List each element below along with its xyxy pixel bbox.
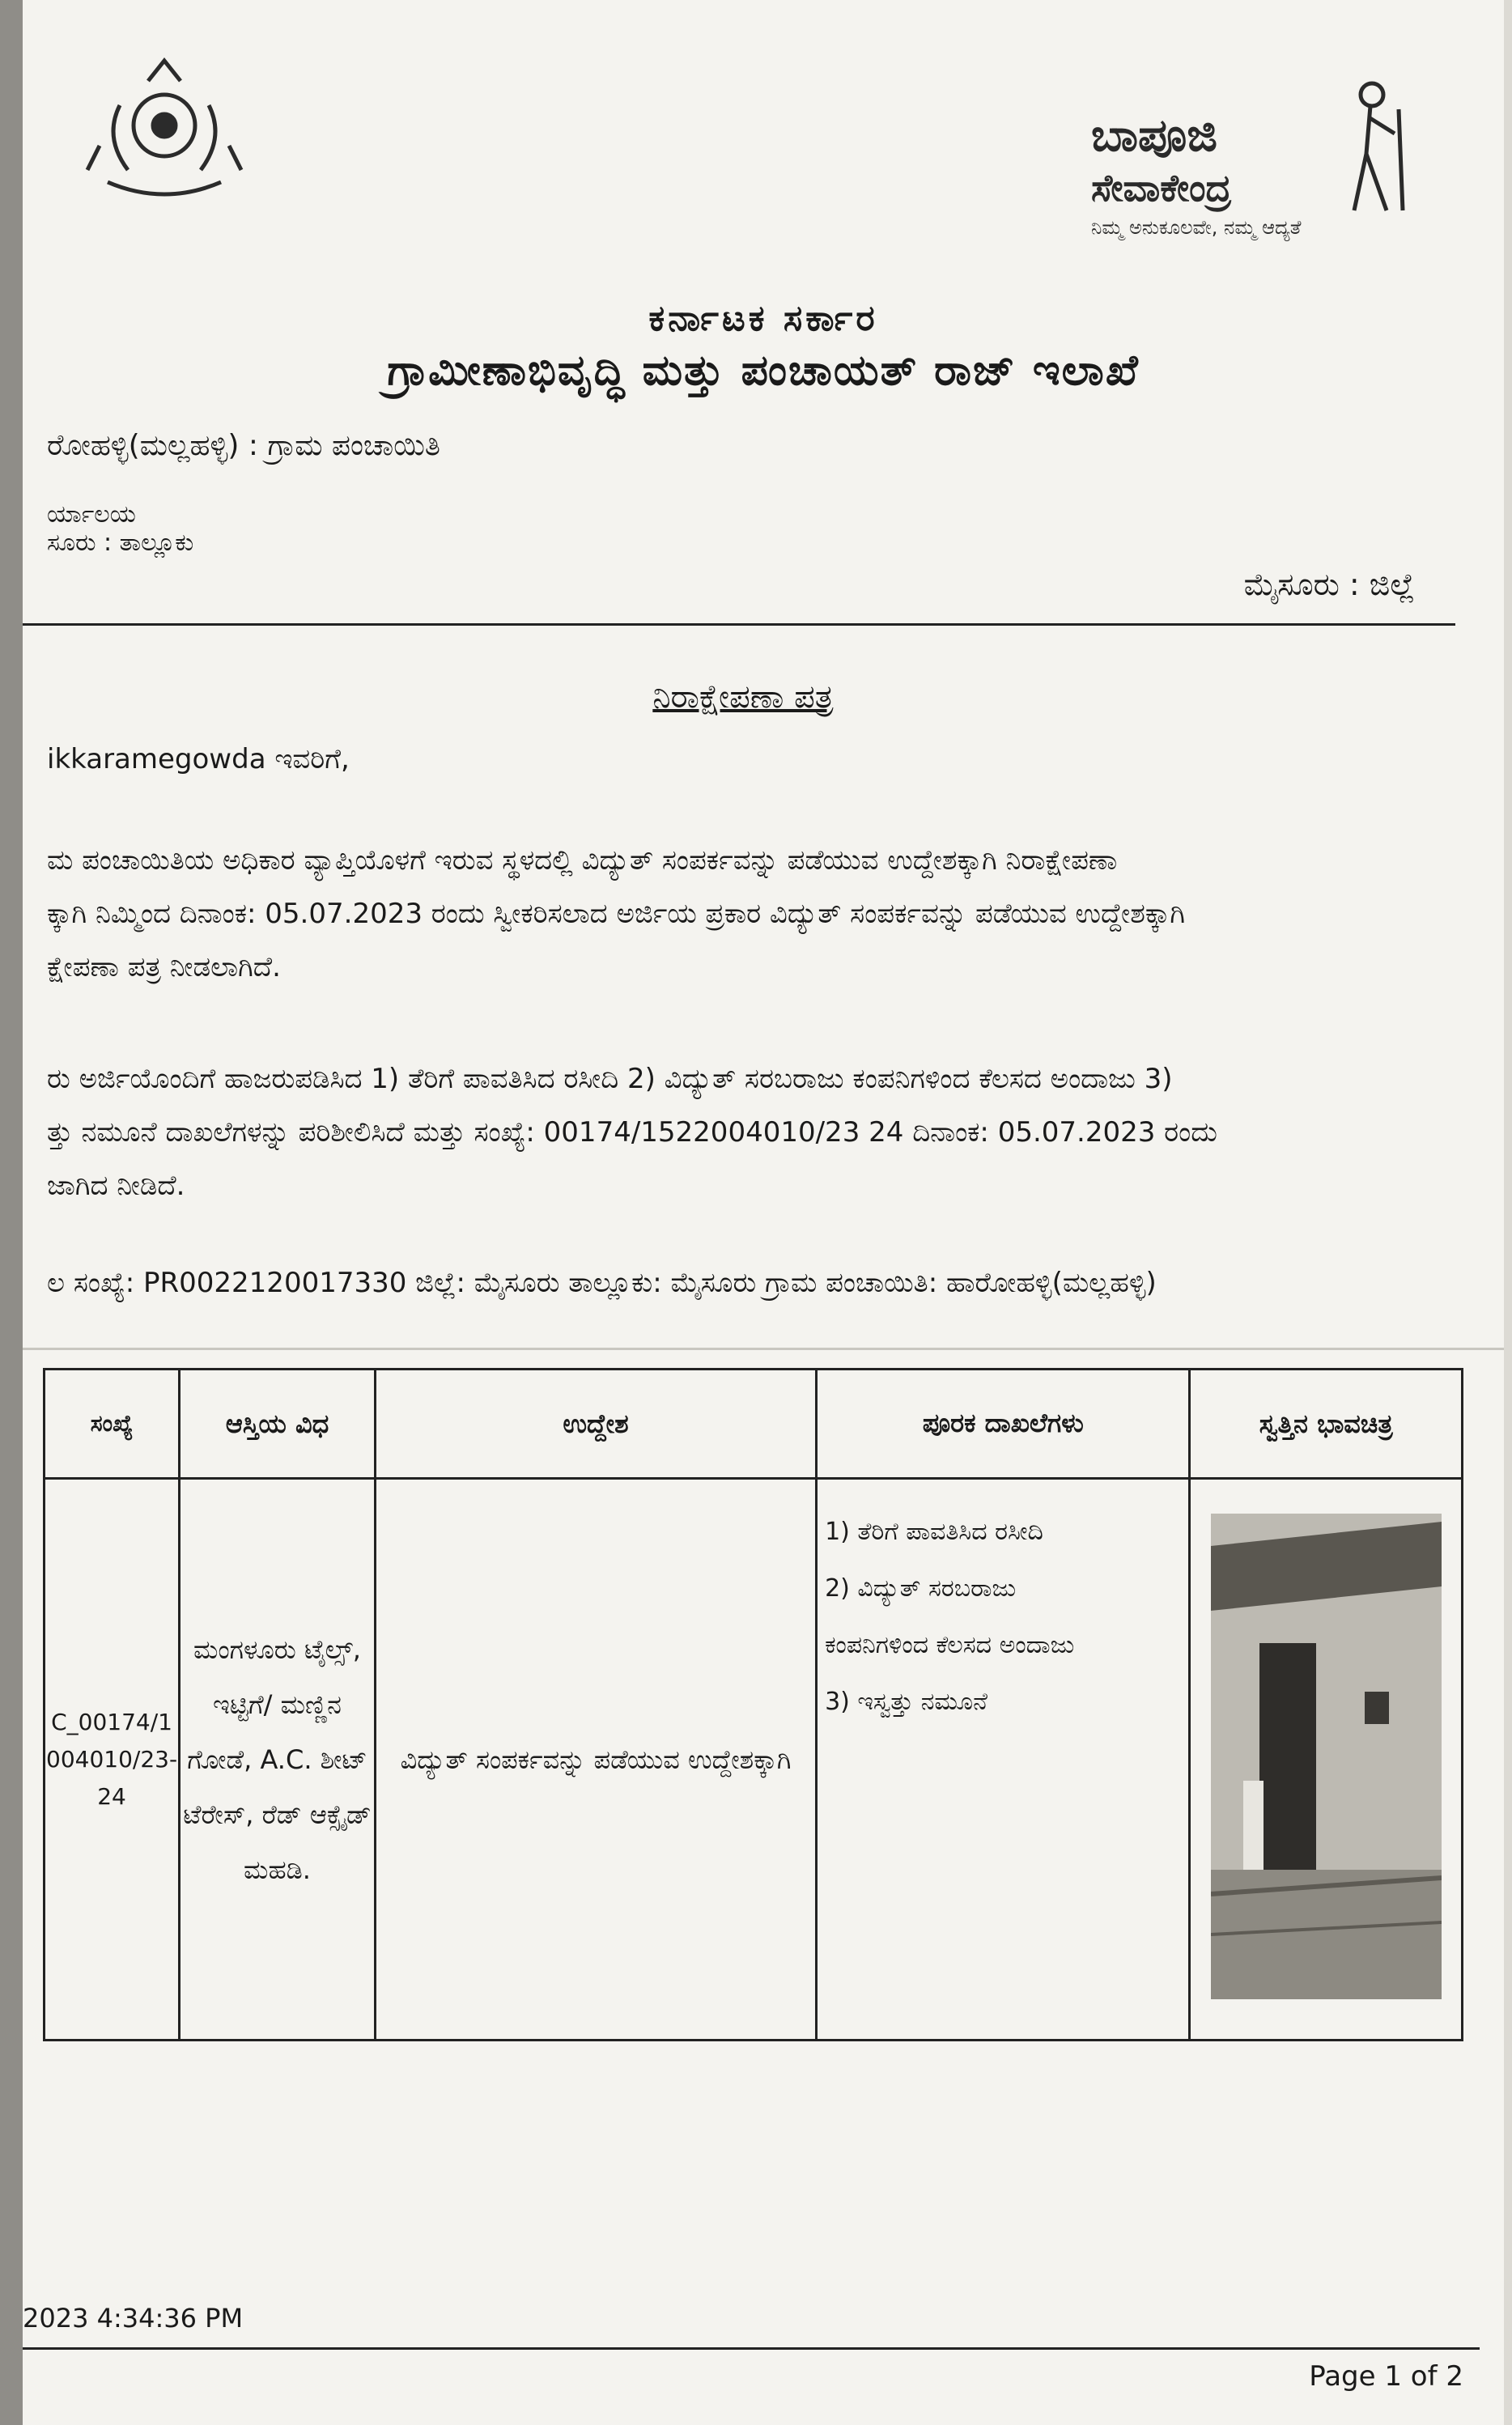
paragraph-2-line-3: ಜಾಗಿದ ನೀಡಿದೆ. xyxy=(47,1170,185,1202)
house-photo-icon xyxy=(1211,1514,1442,1999)
reference-line: ಲ ಸಂಖ್ಯೆ: PR0022120017330 ಜಿಲ್ಲೆ: ಮೈಸೂರು ತಾಲ್ಲೂಕು: ಮೈಸೂರು ಗ್ರಾಮ ಪಂಚಾಯಿತಿ: ಹಾರೋಹಳ್ಳಿ(ಮಲ್ಲಹಳ್ಳಿ) xyxy=(47,1267,1157,1299)
office-line xyxy=(47,500,193,557)
cell-photo xyxy=(1190,1479,1463,2041)
logo-tagline: ನಿಮ್ಮ ಅನುಕೂಲವೇ, ನಮ್ಮ ಆದ್ಯತೆ xyxy=(1091,216,1302,239)
table-header-row xyxy=(45,1370,1463,1479)
gram-panchayat-line: ರೋಹಳ್ಳಿ(ಮಲ್ಲಹಳ್ಳಿ) : ಗ್ರಾಮ ಪಂಚಾಯಿತಿ xyxy=(47,429,440,462)
district-line: ಮೈಸೂರು : ಜಿಲ್ಲೆ xyxy=(1243,567,1415,602)
paragraph-1 xyxy=(47,834,1439,994)
cell-number-line-2: 004010/23- xyxy=(46,1745,178,1773)
document-item: 1) ತೆರಿಗೆ ಪಾವತಿಸಿದ ರಸೀದಿ xyxy=(825,1518,1043,1546)
logo-subtitle: ಸೇವಾಕೇಂದ್ರ xyxy=(1091,166,1232,210)
gandhi-figure-icon xyxy=(1322,77,1419,214)
cell-documents xyxy=(817,1479,1190,2041)
property-photo xyxy=(1211,1514,1442,1999)
document-item: 2) ವಿದ್ಯುತ್ ಸರಬರಾಜು xyxy=(825,1574,1017,1603)
addressee: ikkaramegowda ಇವರಿಗೆ, xyxy=(47,743,350,775)
fold-crease xyxy=(23,1348,1504,1350)
document-title: ನಿರಾಕ್ಷೇಪಣಾ ಪತ್ರ xyxy=(652,678,834,716)
property-table xyxy=(43,1368,1463,2041)
paragraph-1-line-1: ಮ ಪಂಚಾಯಿತಿಯ ಅಧಿಕಾರ ವ್ಯಾಪ್ತಿಯೊಳಗೆ ಇರುವ ಸ್ಥಳದಲ್ಲಿ ವಿದ್ಯುತ್ ಸಂಪರ್ಕವನ್ನು ಪಡೆಯುವ ಉದ್ದೇಶಕ್ಕಾಗಿ ನಿರಾಕ್ಷೇಪಣಾ xyxy=(47,844,1118,877)
cell-number-line-3: 24 xyxy=(97,1782,126,1810)
karnataka-emblem-icon xyxy=(71,49,257,210)
print-timestamp: 2023 4:34:36 PM xyxy=(23,2303,244,2334)
header-divider xyxy=(23,623,1455,626)
footer-divider xyxy=(23,2347,1480,2350)
header-documents: ಪೂರಕ ದಾಖಲೆಗಳು xyxy=(817,1370,1190,1479)
government-title: ಕರ್ನಾಟಕ ಸರ್ಕಾರ xyxy=(648,298,878,339)
cell-purpose: ವಿದ್ಯುತ್ ಸಂಪರ್ಕವನ್ನು ಪಡೆಯುವ ಉದ್ದೇಶಕ್ಕಾಗಿ xyxy=(375,1479,816,2041)
logo-name: ಬಾಪೂಜಿ xyxy=(1091,109,1217,162)
cell-property-type: ಮಂಗಳೂರು ಟೈಲ್ಸ್, ಇಟ್ಟಿಗೆ/ ಮಣ್ಣಿನ ಗೋಡೆ, A.C. ಶೀಟ್ ಟೆರೇಸ್, ರೆಡ್ ಆಕ್ಸೈಡ್ ಮಹಡಿ. xyxy=(180,1479,376,2041)
office-line-2: ಸೂರು : ತಾಲ್ಲೂಕು xyxy=(47,529,194,557)
document-item: 3) ಇಸ್ವತ್ತು ನಮೂನೆ xyxy=(825,1688,987,1716)
header-property-type: ಆಸ್ತಿಯ ವಿಧ xyxy=(180,1370,376,1479)
document-item: ಕಂಪನಿಗಳಿಂದ ಕೆಲಸದ ಅಂದಾಜು xyxy=(825,1631,1075,1659)
paragraph-2-line-1: ರು ಅರ್ಜಿಯೊಂದಿಗೆ ಹಾಜರುಪಡಿಸಿದ 1) ತೆರಿಗೆ ಪಾವತಿಸಿದ ರಸೀದಿ 2) ವಿದ್ಯುತ್ ಸರಬರಾಜು ಕಂಪನಿಗಳಿಂದ ಕೆಲಸದ ಅಂದಾಜು 3) xyxy=(47,1063,1173,1095)
header-photo: ಸ್ವತ್ತಿನ ಭಾವಚಿತ್ರ xyxy=(1190,1370,1463,1479)
header-purpose: ಉದ್ದೇಶ xyxy=(375,1370,816,1479)
page-number: Page 1 of 2 xyxy=(1309,2360,1463,2393)
document-page xyxy=(23,0,1504,2425)
paragraph-2-line-2: ತ್ತು ನಮೂನೆ ದಾಖಲೆಗಳನ್ನು ಪರಿಶೀಲಿಸಿದೆ ಮತ್ತು ಸಂಖ್ಯೆ: 00174/1522004010/23 24 ದಿನಾಂಕ: 05.07.2023 ರಂದು xyxy=(47,1116,1217,1149)
cell-number-line-1: C_00174/1 xyxy=(51,1708,172,1735)
paragraph-2 xyxy=(47,1052,1439,1212)
department-title: ಗ್ರಾಮೀಣಾಭಿವೃದ್ಧಿ ಮತ್ತು ಪಂಚಾಯತ್ ರಾಜ್ ಇಲಾಖೆ xyxy=(387,346,1140,395)
bapuji-seva-kendra-logo xyxy=(1091,77,1431,263)
paragraph-1-line-3: ಕ್ಷೇಪಣಾ ಪತ್ರ ನೀಡಲಾಗಿದೆ. xyxy=(47,951,281,983)
office-line-1: ರ್ಯಾಲಯ xyxy=(47,500,136,529)
table-row xyxy=(45,1479,1463,2041)
scan-edge xyxy=(0,0,23,2425)
paragraph-1-line-2: ಕ್ಕಾಗಿ ನಿಮ್ಮಿಂದ ದಿನಾಂಕ: 05.07.2023 ರಂದು ಸ್ವೀಕರಿಸಲಾದ ಅರ್ಜಿಯ ಪ್ರಕಾರ ವಿದ್ಯುತ್ ಸಂಪರ್ಕವನ್ನು ಪಡೆಯುವ ಉದ್ದೇಶಕ್ಕಾಗಿ xyxy=(47,898,1185,930)
cell-number xyxy=(45,1479,180,2041)
header-number: ಸಂಖ್ಯೆ xyxy=(45,1370,180,1479)
